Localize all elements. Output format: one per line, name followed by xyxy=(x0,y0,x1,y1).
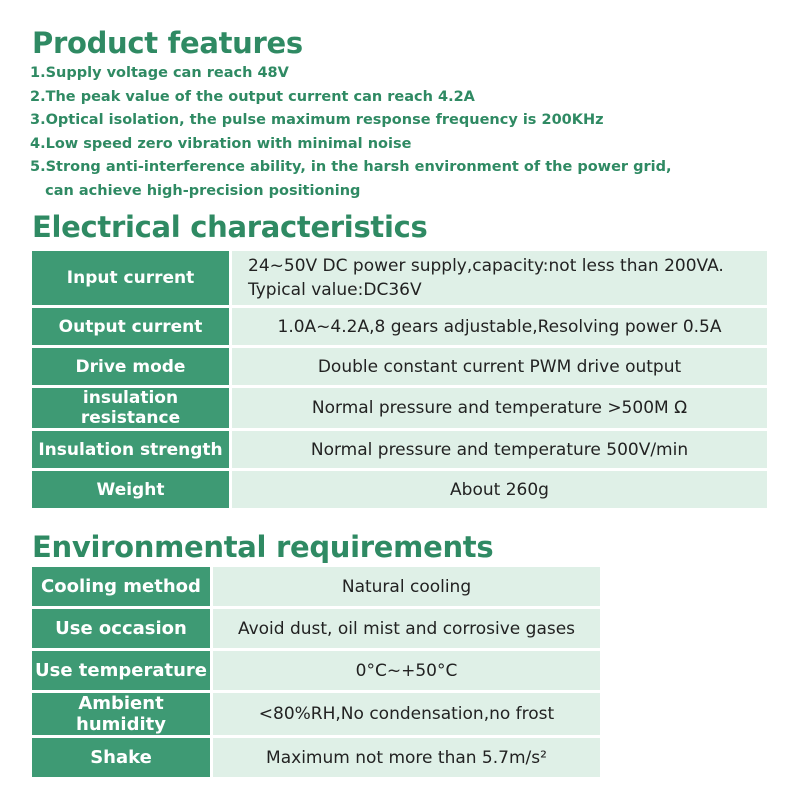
row-value: 0°C~+50°C xyxy=(213,651,600,690)
table-row xyxy=(32,738,600,777)
row-label: insulation resistance xyxy=(32,388,232,428)
row-value: Natural cooling xyxy=(213,567,600,606)
table-row xyxy=(32,693,600,735)
feature-item: 3.Optical isolation, the pulse maximum response frequency is 200KHz xyxy=(30,112,604,128)
row-value: About 260g xyxy=(232,471,767,508)
value-line: 24~50V DC power supply,capacity:not less than 200VA. xyxy=(248,256,724,276)
row-label: Ambient humidity xyxy=(32,693,213,735)
row-value: Normal pressure and temperature 500V/min xyxy=(232,431,767,468)
row-value: 1.0A~4.2A,8 gears adjustable,Resolving power 0.5A xyxy=(232,308,767,345)
table-row xyxy=(32,567,600,606)
value-line: Typical value:DC36V xyxy=(248,280,422,300)
feature-item: 1.Supply voltage can reach 48V xyxy=(30,65,289,81)
row-label: Drive mode xyxy=(32,348,232,385)
table-row xyxy=(32,348,767,385)
row-value: Normal pressure and temperature >500M Ω xyxy=(232,388,767,428)
product-features-list xyxy=(30,62,770,203)
row-label: Insulation strength xyxy=(32,431,232,468)
electrical-characteristics-table xyxy=(32,248,767,511)
table-row xyxy=(32,388,767,428)
product-features-title: Product features xyxy=(32,26,303,60)
row-value: <80%RH,No condensation,no frost xyxy=(213,693,600,735)
table-row xyxy=(32,609,600,648)
table-row xyxy=(32,471,767,508)
row-value xyxy=(232,251,767,305)
row-value: Avoid dust, oil mist and corrosive gases xyxy=(213,609,600,648)
row-label: Use temperature xyxy=(32,651,213,690)
table-row xyxy=(32,431,767,468)
row-label: Shake xyxy=(32,738,213,777)
environmental-requirements-title: Environmental requirements xyxy=(32,530,494,564)
row-label: Weight xyxy=(32,471,232,508)
row-label: Cooling method xyxy=(32,567,213,606)
row-label: Output current xyxy=(32,308,232,345)
feature-item: 4.Low speed zero vibration with minimal noise xyxy=(30,135,412,152)
electrical-characteristics-title: Electrical characteristics xyxy=(32,210,428,244)
row-label: Input current xyxy=(32,251,232,305)
environmental-requirements-table xyxy=(32,564,600,780)
table-row xyxy=(32,651,600,690)
feature-item: 2.The peak value of the output current can reach 4.2A xyxy=(30,88,475,105)
feature-item: 5.Strong anti-interference ability, in the harsh environment of the power grid, xyxy=(30,159,672,175)
feature-item: can achieve high-precision positioning xyxy=(30,182,361,199)
row-label: Use occasion xyxy=(32,609,213,648)
row-value: Maximum not more than 5.7m/s² xyxy=(213,738,600,777)
table-row xyxy=(32,251,767,305)
table-row xyxy=(32,308,767,345)
row-value: Double constant current PWM drive output xyxy=(232,348,767,385)
